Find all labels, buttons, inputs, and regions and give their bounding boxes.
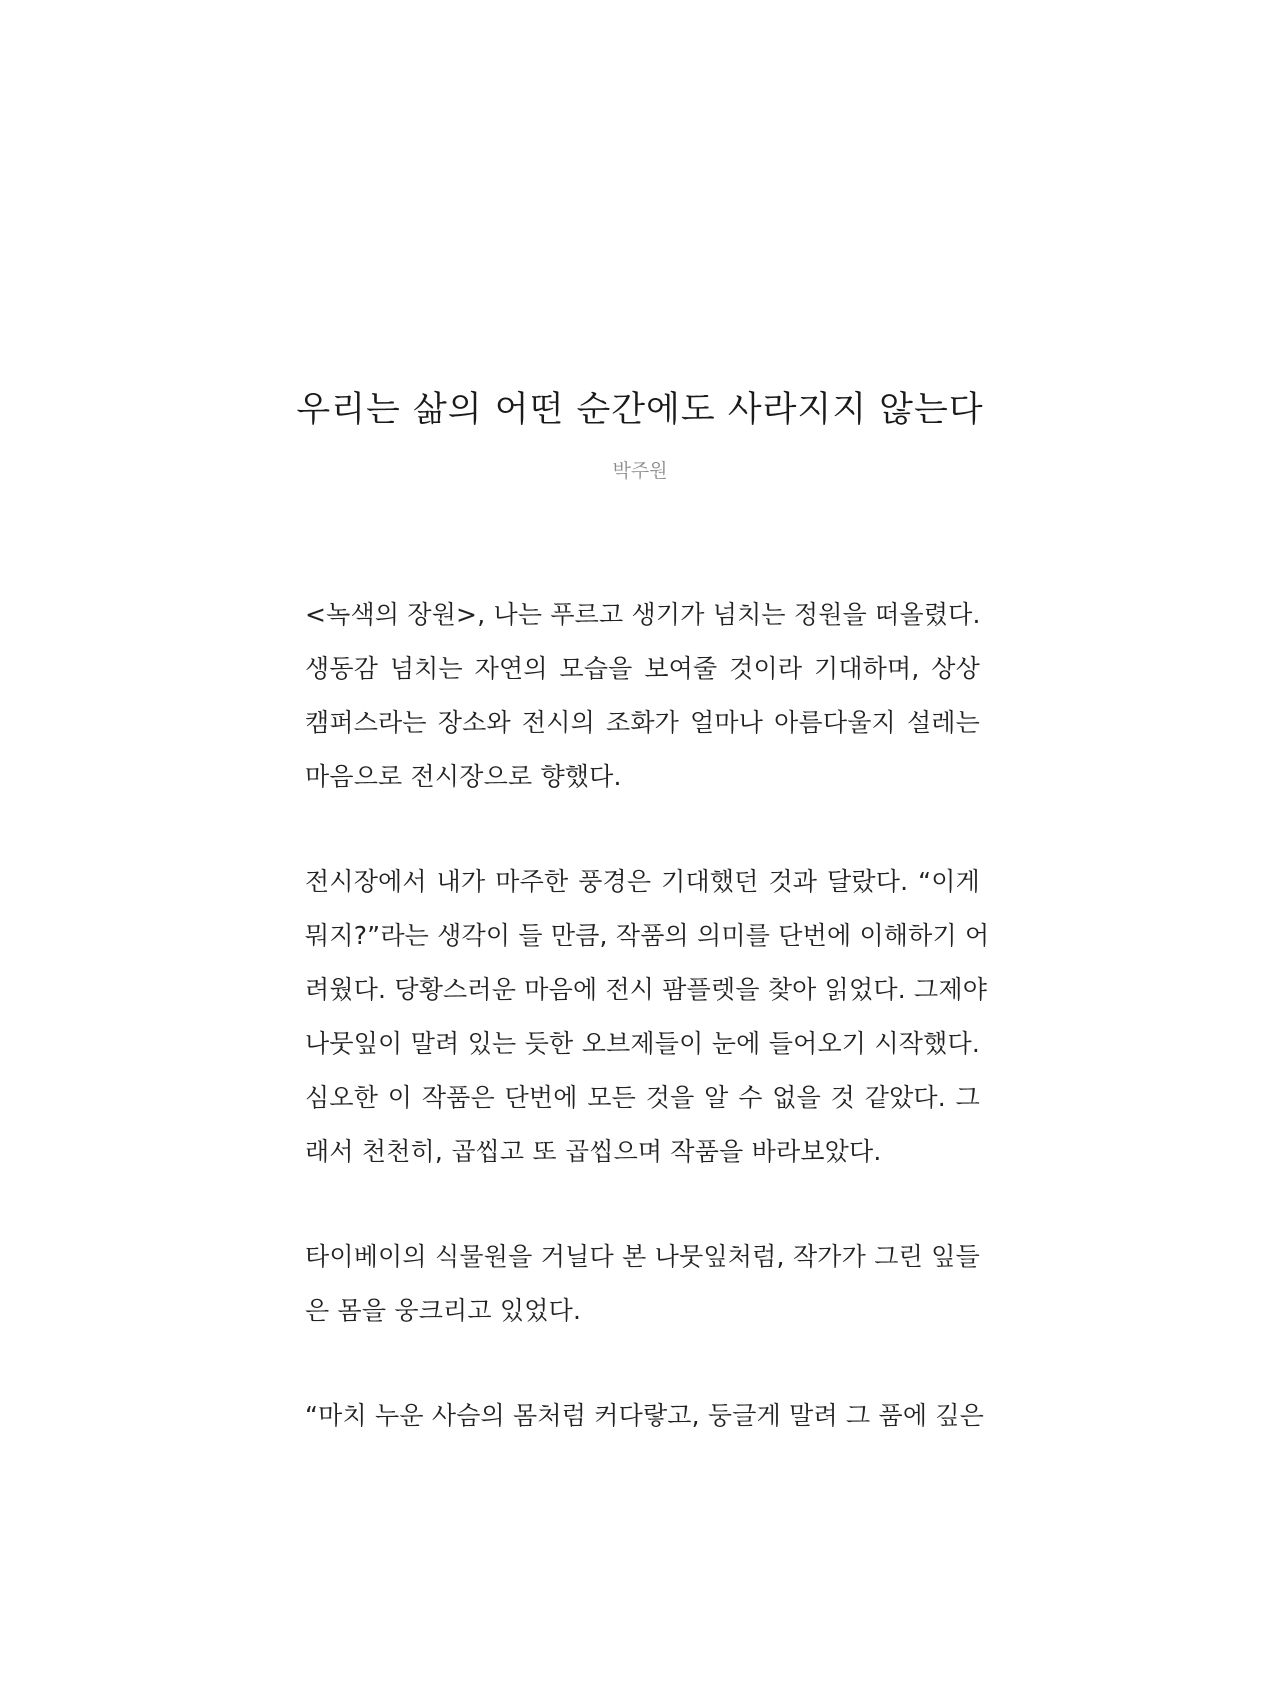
text-line: 생동감 넘치는 자연의 모습을 보여줄 것이라 기대하며, 상상 [305, 654, 980, 683]
text-line: 타이베이의 식물원을 거닐다 본 나뭇잎처럼, 작가가 그린 잎들 [305, 1242, 980, 1271]
article-title: 우리는 삶의 어떤 순간에도 사라지지 않는다 [296, 390, 984, 430]
text-line: 마음으로 전시장으로 향했다. [305, 762, 622, 791]
text-line: 전시장에서 내가 마주한 풍경은 기대했던 것과 달랐다. “이게 [305, 867, 980, 896]
text-line: “마치 누운 사슴의 몸처럼 커다랗고, 둥글게 말려 그 품에 깊은 [305, 1401, 985, 1430]
article-author: 박주원 [612, 460, 668, 482]
text-line: 캠퍼스라는 장소와 전시의 조화가 얼마나 아름다울지 설레는 [305, 708, 980, 737]
text-line: 뭐지?”라는 생각이 들 만큼, 작품의 의미를 단번에 이해하기 어 [305, 921, 990, 950]
text-line: <녹색의 장원>, 나는 푸르고 생기가 넘치는 정원을 떠올렸다. [305, 600, 981, 629]
text-line: 나뭇잎이 말려 있는 듯한 오브제들이 눈에 들어오기 시작했다. [305, 1029, 980, 1058]
article-body [305, 588, 990, 1494]
paragraph [305, 588, 980, 804]
text-line: 려웠다. 당황스러운 마음에 전시 팜플렛을 찾아 읽었다. 그제야 [305, 975, 988, 1004]
paragraph [305, 1389, 985, 1443]
paragraph [305, 855, 990, 1179]
text-line: 은 몸을 웅크리고 있었다. [305, 1296, 582, 1325]
paragraph [305, 1230, 980, 1338]
text-line: 심오한 이 작품은 단번에 모든 것을 알 수 없을 것 같았다. 그 [305, 1083, 980, 1112]
text-line: 래서 천천히, 곱씹고 또 곱씹으며 작품을 바라보았다. [305, 1137, 882, 1166]
